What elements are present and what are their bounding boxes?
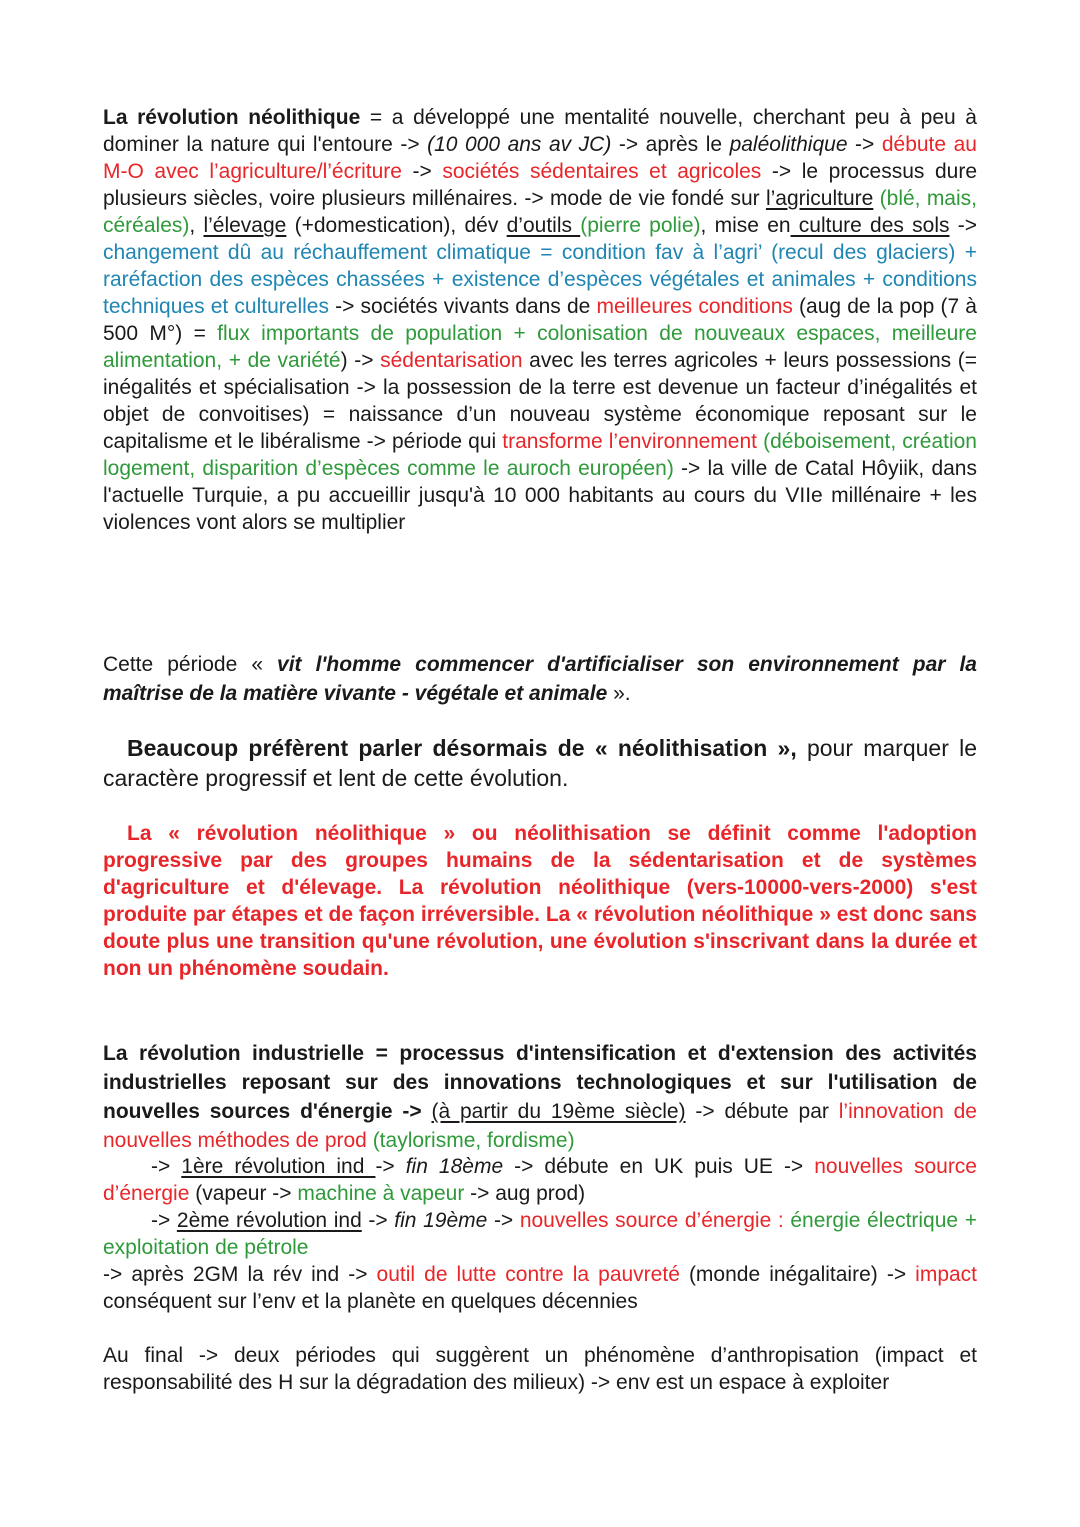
first-industrial-revolution [103, 1153, 977, 1207]
text-run: ) -> [340, 349, 381, 372]
text-run: , [189, 214, 204, 237]
highlight-red: transforme l’environnement [502, 430, 757, 453]
definition-paragraph [103, 820, 977, 982]
text-run: -> [361, 1209, 395, 1232]
underlined-term: 2ème révolution ind [176, 1209, 362, 1232]
highlight-green: machine à vapeur [297, 1182, 465, 1205]
highlight-green: (taylorisme, fordisme) [372, 1129, 575, 1152]
neolithisation-paragraph [103, 733, 977, 793]
text-run: -> [487, 1209, 520, 1232]
industrial-section [103, 1039, 977, 1315]
text-run: -> [949, 214, 978, 237]
text-run: avec les terres agricoles + leurs possessions (= inégalités et spécialisation -> la possession de la terre est devenue un facteur d’inégalités et objet de convoitises) = naissance d’un nouveau système économique reposant sur le capitalisme et le libéralisme -> période qui [103, 349, 978, 453]
text-run: -> la ville de Catal Hôyiik, dans l'actuelle Turquie, a pu accueillir jusqu'à 10 000 habitants au cours du VIIe millénaire + les violences vont alors se multiplier [103, 457, 977, 534]
underlined-term: l’agriculture [765, 187, 874, 210]
text-run: -> après le [611, 133, 730, 156]
text-run: = a développé une mentalité nouvelle, cherchant peu à peu à dominer la nature qui l'entoure -> [103, 106, 977, 156]
quote-paragraph [103, 650, 977, 708]
text-run: -> [375, 1155, 406, 1178]
highlight-red: outil de lutte contre la pauvreté [376, 1263, 680, 1286]
highlight-green: énergie électrique + exploitation de pétrole [103, 1209, 977, 1259]
underlined-term: culture des sols [790, 214, 950, 237]
text-run [422, 1100, 432, 1123]
text-run: -> [847, 133, 882, 156]
quote-text: vit l'homme commencer d'artificialiser son environnement par la maîtrise de la matière vivante - végétale et animale [103, 653, 977, 705]
highlight-red: débute au M-O avec l’agriculture/l’écriture [103, 133, 977, 183]
highlight-red: nouvelles source d’énergie : [519, 1209, 784, 1232]
highlight-red: meilleures conditions [596, 295, 793, 318]
conclusion-paragraph [103, 1342, 977, 1396]
underlined-term: d’outils [506, 214, 581, 237]
text-run: paléolithique [729, 133, 848, 156]
underlined-term: l’élevage [203, 214, 287, 237]
text-run: -> après 2GM la rév ind -> [103, 1263, 377, 1286]
highlight-green: (blé, mais, céréales) [103, 187, 977, 237]
text-run: -> aug prod) [464, 1182, 586, 1205]
industrial-title: La révolution industrielle = processus d'intensification et d'extension des activités industrielles reposant sur des innovations technologiques et sur l'utilisation de nouvelles sources d'énergie -> [103, 1042, 977, 1123]
text-run: -> [401, 160, 443, 183]
highlight-red: l’innovation de nouvelles méthodes de prod [103, 1100, 977, 1152]
text-run: pour marquer le caractère progressif et lent de cette évolution. [103, 735, 978, 791]
text-run: Cette période « [103, 653, 278, 676]
definition-text: La « révolution néolithique » ou néolithisation se définit comme l'adoption progressive par des groupes humains de la sédentarisation et de systèmes d'agriculture et d'élevage. La révolution néolithique (vers-10000-vers-2000) s'est produite par étapes et de façon irréversible. La « révolution néolithique » est donc sans doute plus une transition qu'une révolution, une évolution s'inscrivant dans la durée et non un phénomène soudain. [103, 822, 977, 980]
underlined-term: 1ère révolution ind [181, 1155, 376, 1178]
highlight-green: flux importants de population + colonisation de nouveaux espaces, meilleure alimentation, + de variété [103, 322, 977, 372]
highlight-green: (déboisement, création logement, disparition d’espèces comme le auroch européen) [103, 430, 977, 480]
neolithisation-term: Beaucoup préfèrent parler désormais de « néolithisation », [127, 735, 797, 761]
text-run: -> le processus dure plusieurs siècles, voire plusieurs millénaires. -> mode de vie fondé sur [103, 160, 978, 210]
text-run: ». [607, 682, 631, 705]
conclusion-text: Au final -> deux périodes qui suggèrent un phénomène d’anthropisation (impact et responsabilité des H sur la dégradation des milieux) -> env est un espace à exploiter [103, 1344, 977, 1394]
text-run: (+domestication), dév [286, 214, 507, 237]
text-run: (vapeur -> [189, 1182, 298, 1205]
highlight-blue: changement dû au réchauffement climatique = condition fav à l’agri’ (recul des glaciers) + raréfaction des espèces chassées + existence d’espèces végétales et animales + conditions techniques et culturelles [103, 241, 977, 318]
highlight-red: sédentarisation [380, 349, 523, 372]
underlined-term: (à partir du 19ème siècle) [431, 1100, 686, 1123]
text-run: -> débute en UK puis UE -> [503, 1155, 815, 1178]
highlight-red: nouvelles source d’énergie [103, 1155, 977, 1205]
industrial-intro [103, 1039, 977, 1155]
text-run: -> débute par [685, 1100, 839, 1123]
text-run: (monde inégalitaire) -> [679, 1263, 916, 1286]
text-run: fin 19ème [394, 1209, 488, 1232]
highlight-green: (pierre polie) [580, 214, 701, 237]
text-run: , mise en [700, 214, 791, 237]
text-run: (10 000 ans av JC) [427, 133, 612, 156]
highlight-red: impact [915, 1263, 978, 1286]
neolithic-title: La révolution néolithique [103, 106, 361, 129]
text-run: -> [151, 1209, 177, 1232]
highlight-red: sociétés sédentaires et agricoles [442, 160, 762, 183]
text-run: (aug de la pop (7 à 500 M°) = [103, 295, 977, 345]
text-run: fin 18ème [405, 1155, 504, 1178]
text-run: -> [151, 1155, 182, 1178]
text-run: -> sociétés vivants dans de [328, 295, 597, 318]
second-industrial-revolution [103, 1207, 977, 1261]
neolithic-paragraph [103, 104, 977, 536]
post-war-industrial [103, 1261, 977, 1315]
text-run: conséquent sur l’env et la planète en quelques décennies [103, 1290, 638, 1313]
